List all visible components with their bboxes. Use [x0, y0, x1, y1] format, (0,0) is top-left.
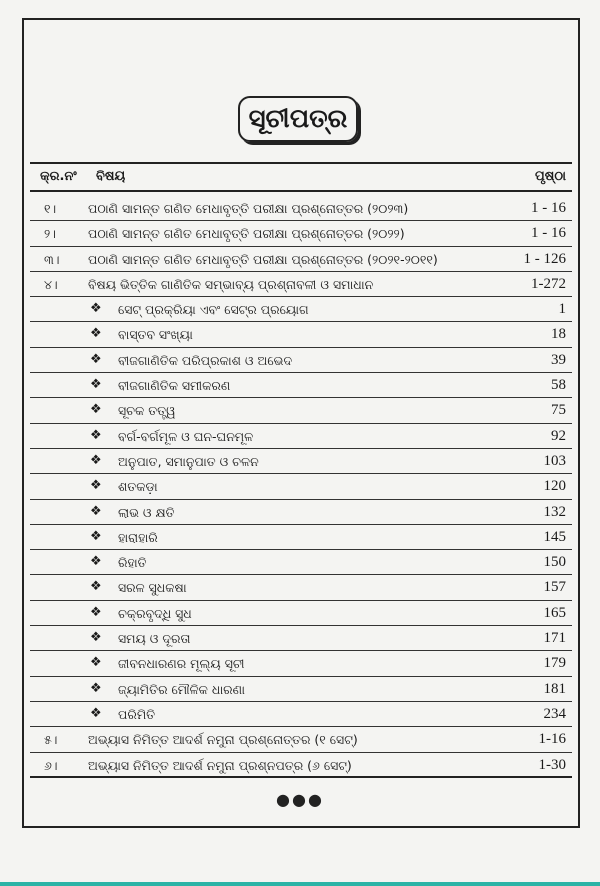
subrow-page: 103 — [543, 452, 566, 469]
row-number: ୨। — [44, 226, 56, 242]
contents-subrow — [30, 575, 572, 600]
subrow-page: 150 — [543, 554, 566, 571]
subrow-title: ଜ୍ୟାମିତିର ମୌଳିକ ଧାରଣା — [118, 681, 245, 697]
subrow-page: 120 — [543, 478, 566, 495]
bullet-icon: ❖ — [90, 452, 102, 468]
row-page: 1-16 — [538, 731, 566, 748]
subrow-page: 18 — [551, 326, 566, 343]
subrow-title: ବାସ୍ତବ ସଂଖ୍ୟା — [118, 327, 193, 343]
header-serial-number: କ୍ର.ନଂ — [40, 169, 77, 184]
contents-row — [30, 272, 572, 297]
row-number: ୪। — [44, 276, 58, 292]
row-number: ୬। — [44, 757, 58, 773]
end-ornament: ●●● — [276, 790, 324, 809]
row-title: ବିଷୟ ଭିତ୍ତିକ ଗାଣିତିକ ସମ୍ଭାବ୍ୟ ପ୍ରଶ୍ନାବଳୀ ଓ ସମାଧାନ — [88, 276, 374, 292]
subrow-title: ବର୍ଗ-ବର୍ଗମୂଳ ଓ ଘନ-ଘନମୂଳ — [118, 428, 254, 444]
header-page: ପୃଷ୍ଠା — [535, 169, 566, 184]
contents-subrow — [30, 626, 572, 651]
row-title: ଅଭ୍ୟାସ ନିମିତ୍ତ ଆଦର୍ଶ ନମୁନା ପ୍ରଶ୍ନୋତ୍ତର (୧ ସେଟ୍) — [88, 732, 358, 748]
contents-subrow — [30, 525, 572, 550]
row-page: 1 - 126 — [523, 250, 566, 267]
contents-subrow — [30, 474, 572, 499]
subrow-page: 75 — [551, 402, 566, 419]
subrow-page: 179 — [543, 655, 566, 672]
row-title: ପଠାଣି ସାମନ୍ତ ଗଣିତ ମେଧାବୃତ୍ତି ପରୀକ୍ଷା ପ୍ରଶ୍ନୋତ୍ତର (୨୦୨୩) — [88, 201, 409, 216]
bullet-icon: ❖ — [90, 478, 102, 494]
subrow-title: ପରିମିତି — [118, 706, 156, 722]
subrow-page: 1 — [558, 301, 566, 318]
contents-subrow — [30, 398, 572, 423]
bullet-icon: ❖ — [90, 705, 102, 721]
bullet-icon: ❖ — [90, 528, 102, 544]
contents-subrow — [30, 500, 572, 525]
subrow-title: ରିହାତି — [118, 555, 147, 571]
bullet-icon: ❖ — [90, 351, 102, 367]
contents-row — [30, 727, 572, 752]
bullet-icon: ❖ — [90, 554, 102, 570]
bullet-icon: ❖ — [90, 377, 102, 393]
row-number: ୩। — [44, 251, 60, 267]
contents-subrow — [30, 322, 572, 347]
bottom-strip — [0, 882, 600, 886]
header-subject: ବିଷୟ — [96, 169, 126, 184]
bullet-icon: ❖ — [90, 579, 102, 595]
subrow-page: 39 — [551, 351, 566, 368]
subrow-page: 132 — [543, 503, 566, 520]
subrow-page: 145 — [543, 528, 566, 545]
contents-row — [30, 221, 572, 246]
contents-subrow — [30, 373, 572, 398]
row-page: 1 - 16 — [531, 225, 566, 242]
table-header — [30, 162, 572, 192]
row-page: 1-272 — [531, 275, 566, 292]
subrow-title: ବୀଜଗାଣିତିକ ସମୀକରଣ — [118, 378, 231, 394]
bullet-icon: ❖ — [90, 630, 102, 646]
contents-subrow — [30, 348, 572, 373]
bullet-icon: ❖ — [90, 427, 102, 443]
bullet-icon: ❖ — [90, 655, 102, 671]
row-title: ଅଭ୍ୟାସ ନିମିତ୍ତ ଆଦର୍ଶ ନମୁନା ପ୍ରଶ୍ନପତ୍ର (୬ ସେଟ୍) — [88, 757, 352, 773]
contents-row — [30, 247, 572, 272]
contents-subrow — [30, 297, 572, 322]
subrow-title: ଅନୁପାତ, ସମାନୁପାତ ଓ ଚଳନ — [118, 453, 259, 469]
contents-subrow — [30, 601, 572, 626]
contents-subrow — [30, 651, 572, 676]
subrow-title: ସୂଚକ ତତ୍ତ୍ୱ — [118, 403, 176, 419]
row-page: 1-30 — [538, 756, 566, 773]
row-title: ପଠାଣି ସାମନ୍ତ ଗଣିତ ମେଧାବୃତ୍ତି ପରୀକ୍ଷା ପ୍ରଶ୍ନୋତ୍ତର (୨୦୨୨) — [88, 226, 405, 242]
row-page: 1 - 16 — [531, 200, 566, 216]
subrow-title: ସମୟ ଓ ଦୂରତା — [118, 631, 191, 647]
page-title: ସୂଚୀପତ୍ର — [238, 96, 358, 142]
bullet-icon: ❖ — [90, 301, 102, 317]
contents-subrow — [30, 424, 572, 449]
subrow-page: 58 — [551, 377, 566, 394]
subrow-page: 157 — [543, 579, 566, 596]
row-title: ପଠାଣି ସାମନ୍ତ ଗଣିତ ମେଧାବୃତ୍ତି ପରୀକ୍ଷା ପ୍ରଶ୍ନୋତ୍ତର (୨୦୨୧-୨୦୧୧) — [88, 251, 438, 267]
bullet-icon: ❖ — [90, 402, 102, 418]
subrow-page: 92 — [551, 427, 566, 444]
bullet-icon: ❖ — [90, 326, 102, 342]
subrow-page: 234 — [543, 705, 566, 722]
row-number: ୫। — [44, 732, 58, 748]
subrow-title: ଶତକଡ଼ା — [118, 479, 158, 495]
contents-subrow — [30, 449, 572, 474]
bullet-icon: ❖ — [90, 503, 102, 519]
subrow-title: ବୀଜଗାଣିତିକ ପରିପ୍ରକାଶ ଓ ଅଭେଦ — [118, 352, 293, 368]
contents-row — [30, 753, 572, 778]
subrow-title: ହାରାହାରି — [118, 529, 158, 545]
contents-subrow — [30, 702, 572, 727]
bullet-icon: ❖ — [90, 604, 102, 620]
row-number: ୧। — [44, 201, 57, 216]
subrow-title: ସରଳ ସୁଧକଷା — [118, 580, 187, 596]
subrow-title: ଲାଭ ଓ କ୍ଷତି — [118, 504, 175, 520]
contents-subrow — [30, 550, 572, 575]
subrow-page: 181 — [543, 680, 566, 697]
subrow-page: 165 — [543, 604, 566, 621]
contents-list — [30, 196, 572, 778]
subrow-page: 171 — [543, 630, 566, 647]
subrow-title: ଜୀବନଧାରଣର ମୂଲ୍ୟ ସୂଚୀ — [118, 656, 245, 672]
subrow-title: ଚକ୍ରବୃଦ୍ଧି ସୁଧ — [118, 605, 192, 621]
subrow-title: ସେଟ୍ ପ୍ରକ୍ରିୟା ଏବଂ ସେଟ୍‌ର ପ୍ରୟୋଗ — [118, 302, 309, 318]
contents-subrow — [30, 677, 572, 702]
bullet-icon: ❖ — [90, 680, 102, 696]
contents-row — [30, 196, 572, 221]
